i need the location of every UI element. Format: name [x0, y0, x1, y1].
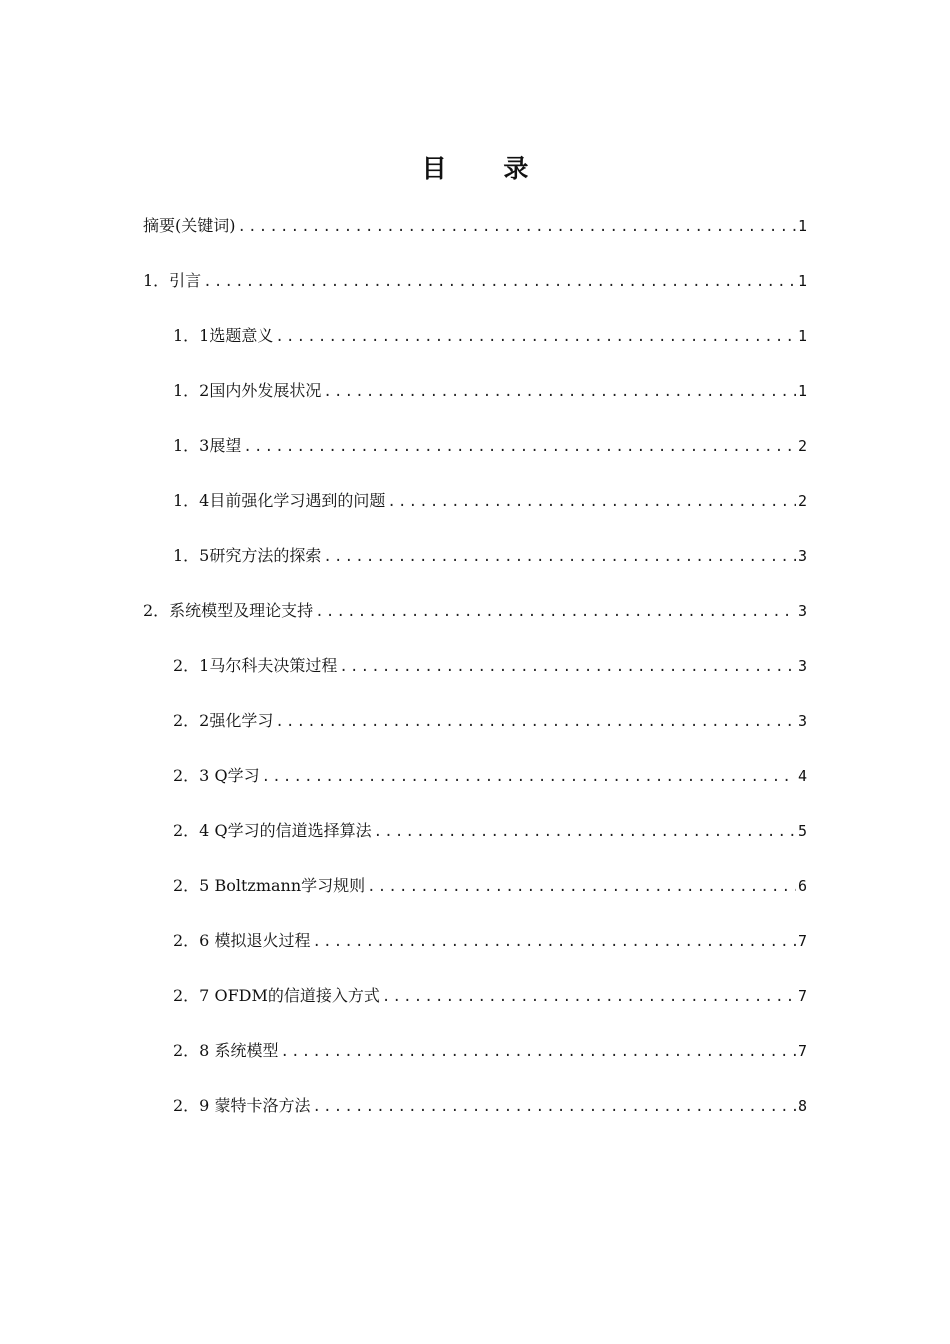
toc-entry-page: 1 [797, 272, 807, 290]
toc-leader-dots [339, 652, 796, 682]
toc-leader-dots [315, 597, 796, 627]
toc-entry[interactable] [143, 871, 807, 926]
toc-leader-dots [243, 432, 796, 462]
toc-entry[interactable] [143, 1091, 807, 1146]
toc-entry-page: 2 [797, 492, 807, 510]
toc-entry-page: 4 [797, 767, 807, 785]
toc-leader-dots [367, 872, 796, 902]
toc-list [143, 211, 807, 1146]
toc-leader-dots [382, 982, 796, 1012]
toc-entry-label: 2．7 OFDM的信道接入方式 [173, 986, 380, 1005]
toc-entry[interactable] [143, 981, 807, 1036]
toc-entry-label: 2．6 模拟退火过程 [173, 931, 311, 950]
toc-entry-page: 6 [797, 877, 807, 895]
toc-entry-label: 1．1选题意义 [173, 326, 274, 345]
toc-entry-label: 1．2国内外发展状况 [173, 381, 322, 400]
toc-entry-label: 2．8 系统模型 [173, 1041, 279, 1060]
toc-leader-dots [323, 377, 796, 407]
toc-entry-page: 8 [797, 1097, 807, 1115]
toc-entry-page: 3 [797, 712, 807, 730]
toc-entry[interactable] [143, 266, 807, 321]
toc-entry-page: 7 [797, 1042, 807, 1060]
toc-entry[interactable] [143, 706, 807, 761]
toc-entry-label: 1．引言 [143, 271, 202, 290]
toc-leader-dots [238, 212, 796, 242]
toc-entry[interactable] [143, 1036, 807, 1091]
toc-entry-page: 7 [797, 987, 807, 1005]
toc-entry-label: 摘要(关键词) [143, 216, 236, 235]
toc-leader-dots [374, 817, 796, 847]
toc-entry-page: 5 [797, 822, 807, 840]
toc-leader-dots [275, 322, 796, 352]
toc-entry-label: 1．3展望 [173, 436, 242, 455]
toc-entry-label: 2．1马尔科夫决策过程 [173, 656, 338, 675]
toc-entry-label: 2．3 Q学习 [173, 766, 260, 785]
toc-entry-page: 1 [797, 327, 807, 345]
toc-entry[interactable] [143, 926, 807, 981]
toc-entry[interactable] [143, 651, 807, 706]
toc-entry-page: 2 [797, 437, 807, 455]
toc-title: 目 录 [421, 154, 553, 183]
toc-leader-dots [312, 1092, 796, 1122]
toc-entry-page: 7 [797, 932, 807, 950]
toc-entry-label: 1．5研究方法的探索 [173, 546, 322, 565]
toc-entry-page: 1 [797, 217, 807, 235]
toc-entry[interactable] [143, 486, 807, 541]
toc-entry-page: 3 [797, 657, 807, 675]
toc-entry-label: 2．系统模型及理论支持 [143, 601, 314, 620]
toc-leader-dots [275, 707, 796, 737]
toc-entry-label: 2．4 Q学习的信道选择算法 [173, 821, 372, 840]
toc-entry[interactable] [143, 431, 807, 486]
toc-leader-dots [387, 487, 796, 517]
toc-entry[interactable] [143, 761, 807, 816]
toc-entry-label: 2．2强化学习 [173, 711, 274, 730]
toc-entry-label: 2．9 蒙特卡洛方法 [173, 1096, 311, 1115]
toc-leader-dots [323, 542, 796, 572]
toc-leader-dots [312, 927, 796, 957]
toc-entry[interactable] [143, 541, 807, 596]
toc-entry[interactable] [143, 376, 807, 431]
toc-leader-dots [203, 267, 796, 297]
toc-entry-page: 3 [797, 547, 807, 565]
toc-entry-page: 1 [797, 382, 807, 400]
toc-entry-label: 1．4目前强化学习遇到的问题 [173, 491, 386, 510]
toc-entry[interactable] [143, 211, 807, 266]
toc-entry[interactable] [143, 596, 807, 651]
toc-entry[interactable] [143, 816, 807, 871]
toc-entry-page: 3 [797, 602, 807, 620]
toc-entry-label: 2．5 Boltzmann学习规则 [173, 876, 366, 895]
toc-leader-dots [262, 762, 796, 792]
toc-entry[interactable] [143, 321, 807, 376]
toc-leader-dots [280, 1037, 796, 1067]
